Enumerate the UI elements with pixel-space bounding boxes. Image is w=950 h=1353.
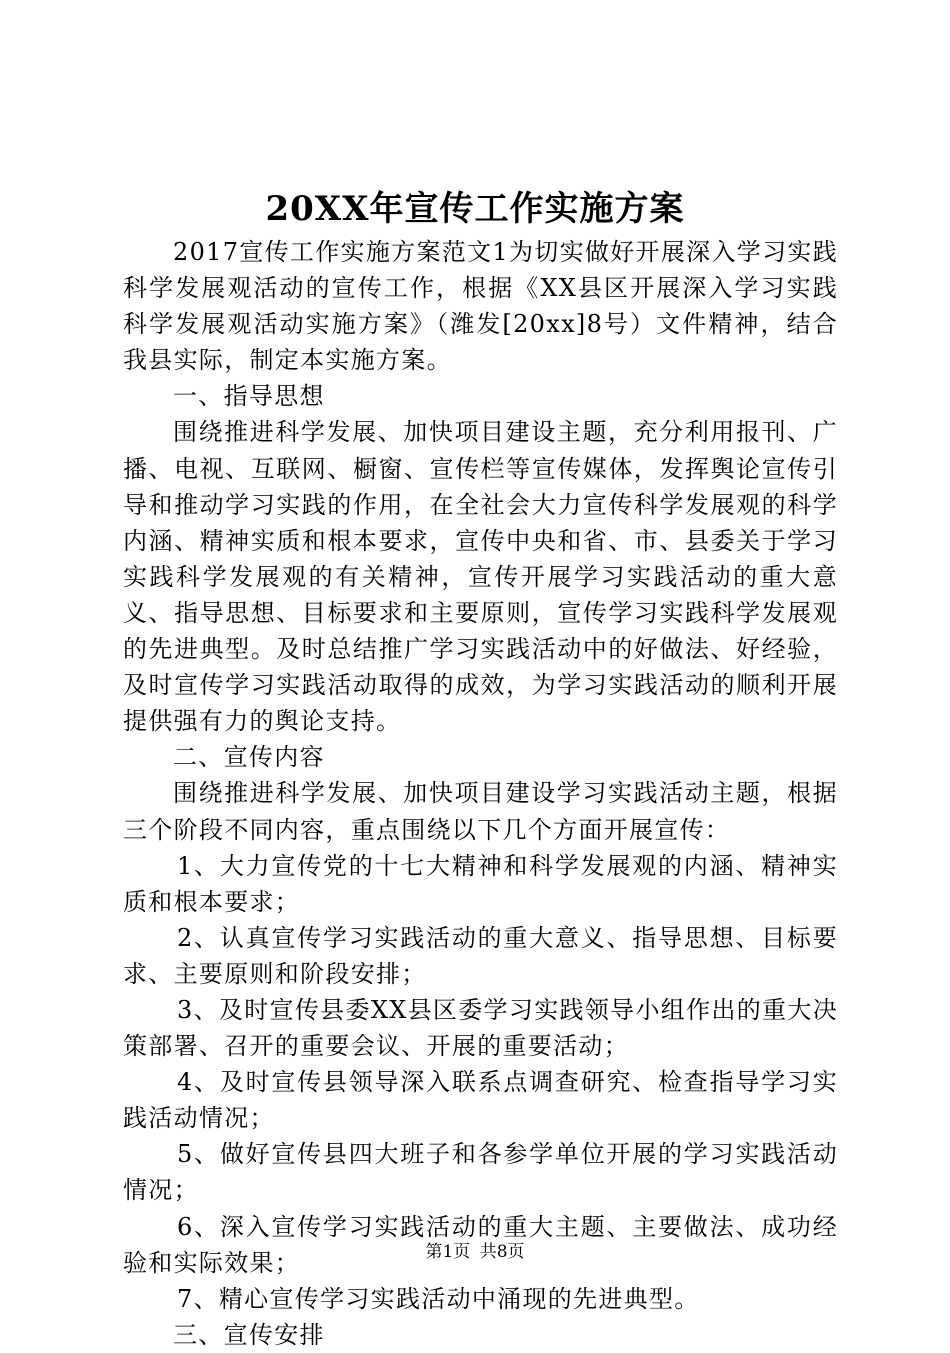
intro-paragraph: 2017宣传工作实施方案范文1为切实做好开展深入学习实践科学发展观活动的宣传工作，根据《XX县区开展深入学习实践科学发展观活动实施方案》（潍发[20xx]8号）文件精神，结合我县实际，制定本实施方案。 <box>123 238 838 375</box>
guiding-ideology-paragraph: 围绕推进科学发展、加快项目建设主题，充分利用报刊、广播、电视、互联网、橱窗、宣传栏等宣传媒体，发挥舆论宣传引导和推动学习实践的作用，在全社会大力宣传科学发展观的科学内涵、精神实质和根本要求，宣传中央和省、市、县委关于学习实践科学发展观的有关精神，宣传开展学习实践活动的重大意义、指导思想、目标要求和主要原则，宣传学习实践科学发展观的先进典型。及时总结推广学习实践活动中的好做法、好经验，及时宣传学习实践活动取得的成效，为学习实践活动的顺利开展提供强有力的舆论支持。 <box>123 418 838 736</box>
list-item: 3、及时宣传县委XX县区委学习实践领导小组作出的重大决策部署、召开的重要会议、开展的重要活动； <box>123 995 838 1061</box>
document-body <box>123 234 838 1353</box>
section-heading-guiding-ideology: 一、指导思想 <box>173 382 325 411</box>
page-footer <box>0 1240 950 1264</box>
page-total: 共8页 <box>479 1242 525 1262</box>
list-item: 1、大力宣传党的十七大精神和科学发展观的内涵、精神实质和根本要求； <box>123 851 838 916</box>
page-number: 第1页 <box>425 1242 471 1262</box>
section-heading-publicity-content: 二、宣传内容 <box>173 743 325 772</box>
list-item: 7、精心宣传学习实践活动中涌现的先进典型。 <box>177 1284 700 1313</box>
list-item: 2、认真宣传学习实践活动的重大意义、指导思想、目标要求、主要原则和阶段安排； <box>123 923 838 988</box>
publicity-content-paragraph: 围绕推进科学发展、加快项目建设学习实践活动主题，根据三个阶段不同内容，重点围绕以下几个方面开展宣传： <box>123 779 838 844</box>
list-item: 5、做好宣传县四大班子和各参学单位开展的学习实践活动情况； <box>123 1140 838 1205</box>
page-title: 20XX年宣传工作实施方案 <box>265 189 685 229</box>
section-heading-publicity-arrangement: 三、宣传安排 <box>173 1320 325 1349</box>
list-item: 6、深入宣传学习实践活动的重大主题、主要做法、成功经验和实际效果； <box>123 1212 838 1277</box>
list-item: 4、及时宣传县领导深入联系点调查研究、检查指导学习实践活动情况； <box>123 1068 838 1133</box>
